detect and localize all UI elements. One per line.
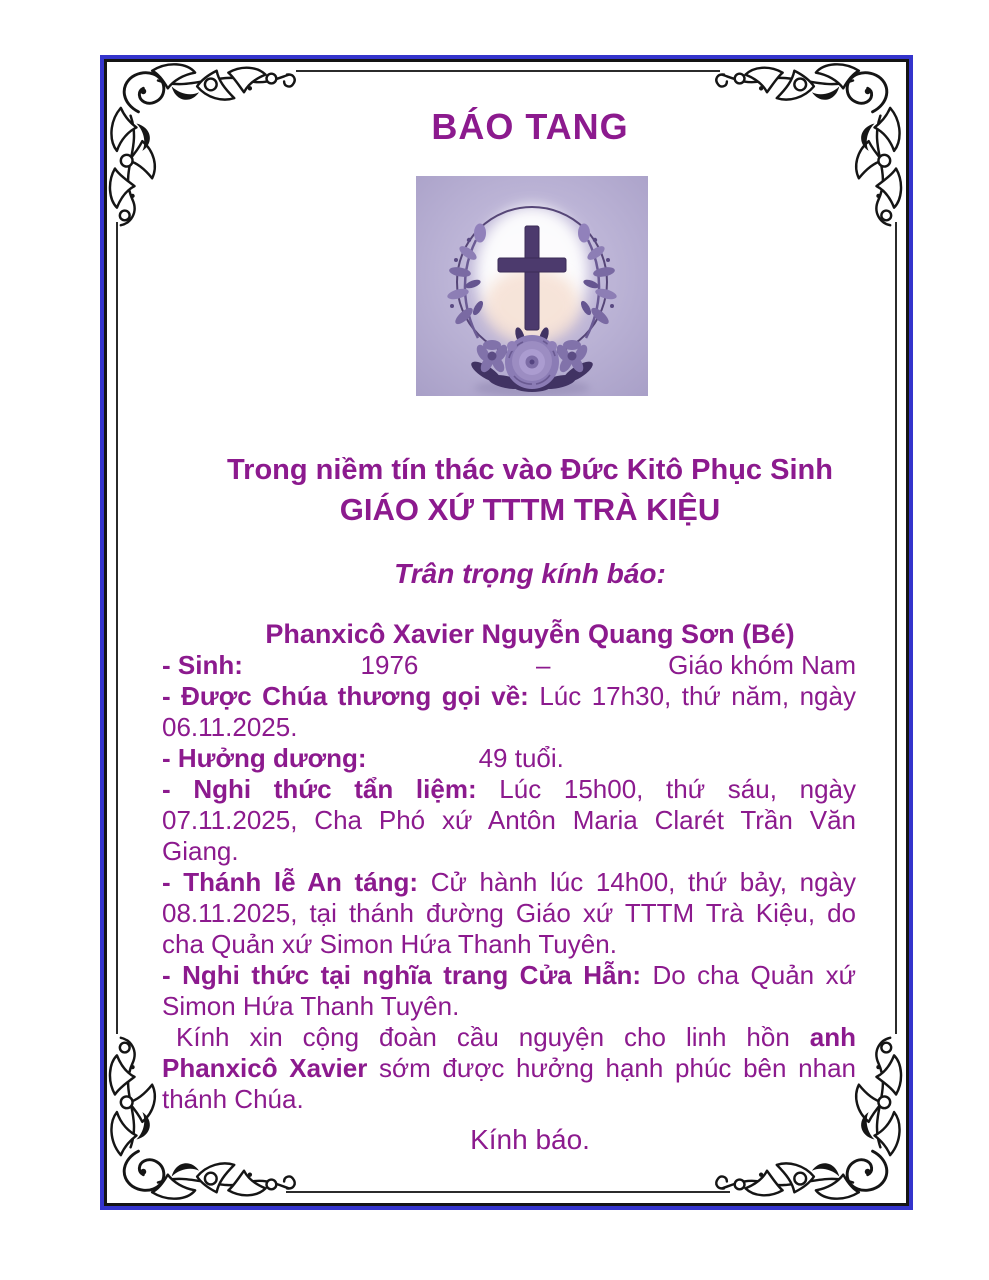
detail-label-nghia-trang: - Nghi thức tại nghĩa trang Cửa Hẫn: [162, 960, 641, 990]
closing-line: Kính báo. [470, 1124, 590, 1155]
detail-label-an-tang: - Thánh lễ An táng: [162, 867, 419, 897]
detail-text-an-tang: Cử hành lúc 14h00, thứ bảy, ngày 08.11.2025, tại thánh đường Giáo xứ TTTM Trà Kiệu, do cha Quản xứ Simon Hứa Thanh Tuyên. [162, 867, 856, 959]
detail-text-goi-ve: Lúc 17h30, thứ năm, ngày 06.11.2025. [162, 681, 856, 742]
intro-line2: GIÁO XỨ TTTM TRÀ KIỆU [339, 492, 721, 527]
detail-sinh-year: 1976 [360, 650, 419, 680]
detail-value-huong-duong: 49 tuổi. [478, 743, 564, 773]
announce-line: Trân trọng kính báo: [394, 558, 666, 589]
prayer-suffix: sớm được hưởng hạnh phúc bên nhan thánh Chúa. [162, 1053, 856, 1114]
detail-text-tan-liem: Lúc 15h00, thứ sáu, ngày 07.11.2025, Cha Phó xứ Antôn Maria Clarét Trần Văn Giang. [162, 774, 856, 866]
inner-rule-left [116, 222, 118, 1034]
detail-label-goi-ve: - Được Chúa thương gọi về: [162, 681, 529, 711]
detail-entry-nghia-trang [162, 960, 856, 1022]
memorial-image [416, 176, 648, 396]
detail-entry-sinh [162, 650, 856, 681]
details-block [162, 650, 856, 1115]
prayer-prefix: Kính xin cộng đoàn cầu nguyện cho linh hồn [176, 1022, 810, 1052]
intro-heading [150, 450, 910, 529]
inner-rule-bottom [286, 1191, 730, 1193]
detail-sinh-dash: – [536, 650, 551, 680]
prayer-paragraph [162, 1022, 856, 1115]
detail-sinh-place: Giáo khóm Nam [668, 650, 856, 680]
detail-label-huong-duong: - Hưởng dương: [162, 743, 367, 773]
prayer-bold-name: anh Phanxicô Xavier [162, 1022, 856, 1083]
cross-wreath-illustration [416, 176, 648, 396]
detail-entry-huong-duong [162, 743, 856, 774]
detail-entry-an-tang [162, 867, 856, 960]
detail-entry-goi-ve [162, 681, 856, 743]
detail-label-tan-liem: - Nghi thức tẩn liệm: [162, 774, 477, 804]
intro-line1: Trong niềm tín thác vào Đức Kitô Phục Sinh [227, 454, 833, 486]
detail-label-sinh: - Sinh: [162, 650, 243, 680]
page-title: BÁO TANG [431, 106, 629, 147]
deceased-name: Phanxicô Xavier Nguyễn Quang Sơn (Bé) [265, 619, 795, 649]
detail-text-nghia-trang: Do cha Quản xứ Simon Hứa Thanh Tuyên. [162, 960, 857, 1021]
inner-rule-top [296, 70, 720, 72]
detail-entry-tan-liem [162, 774, 856, 867]
